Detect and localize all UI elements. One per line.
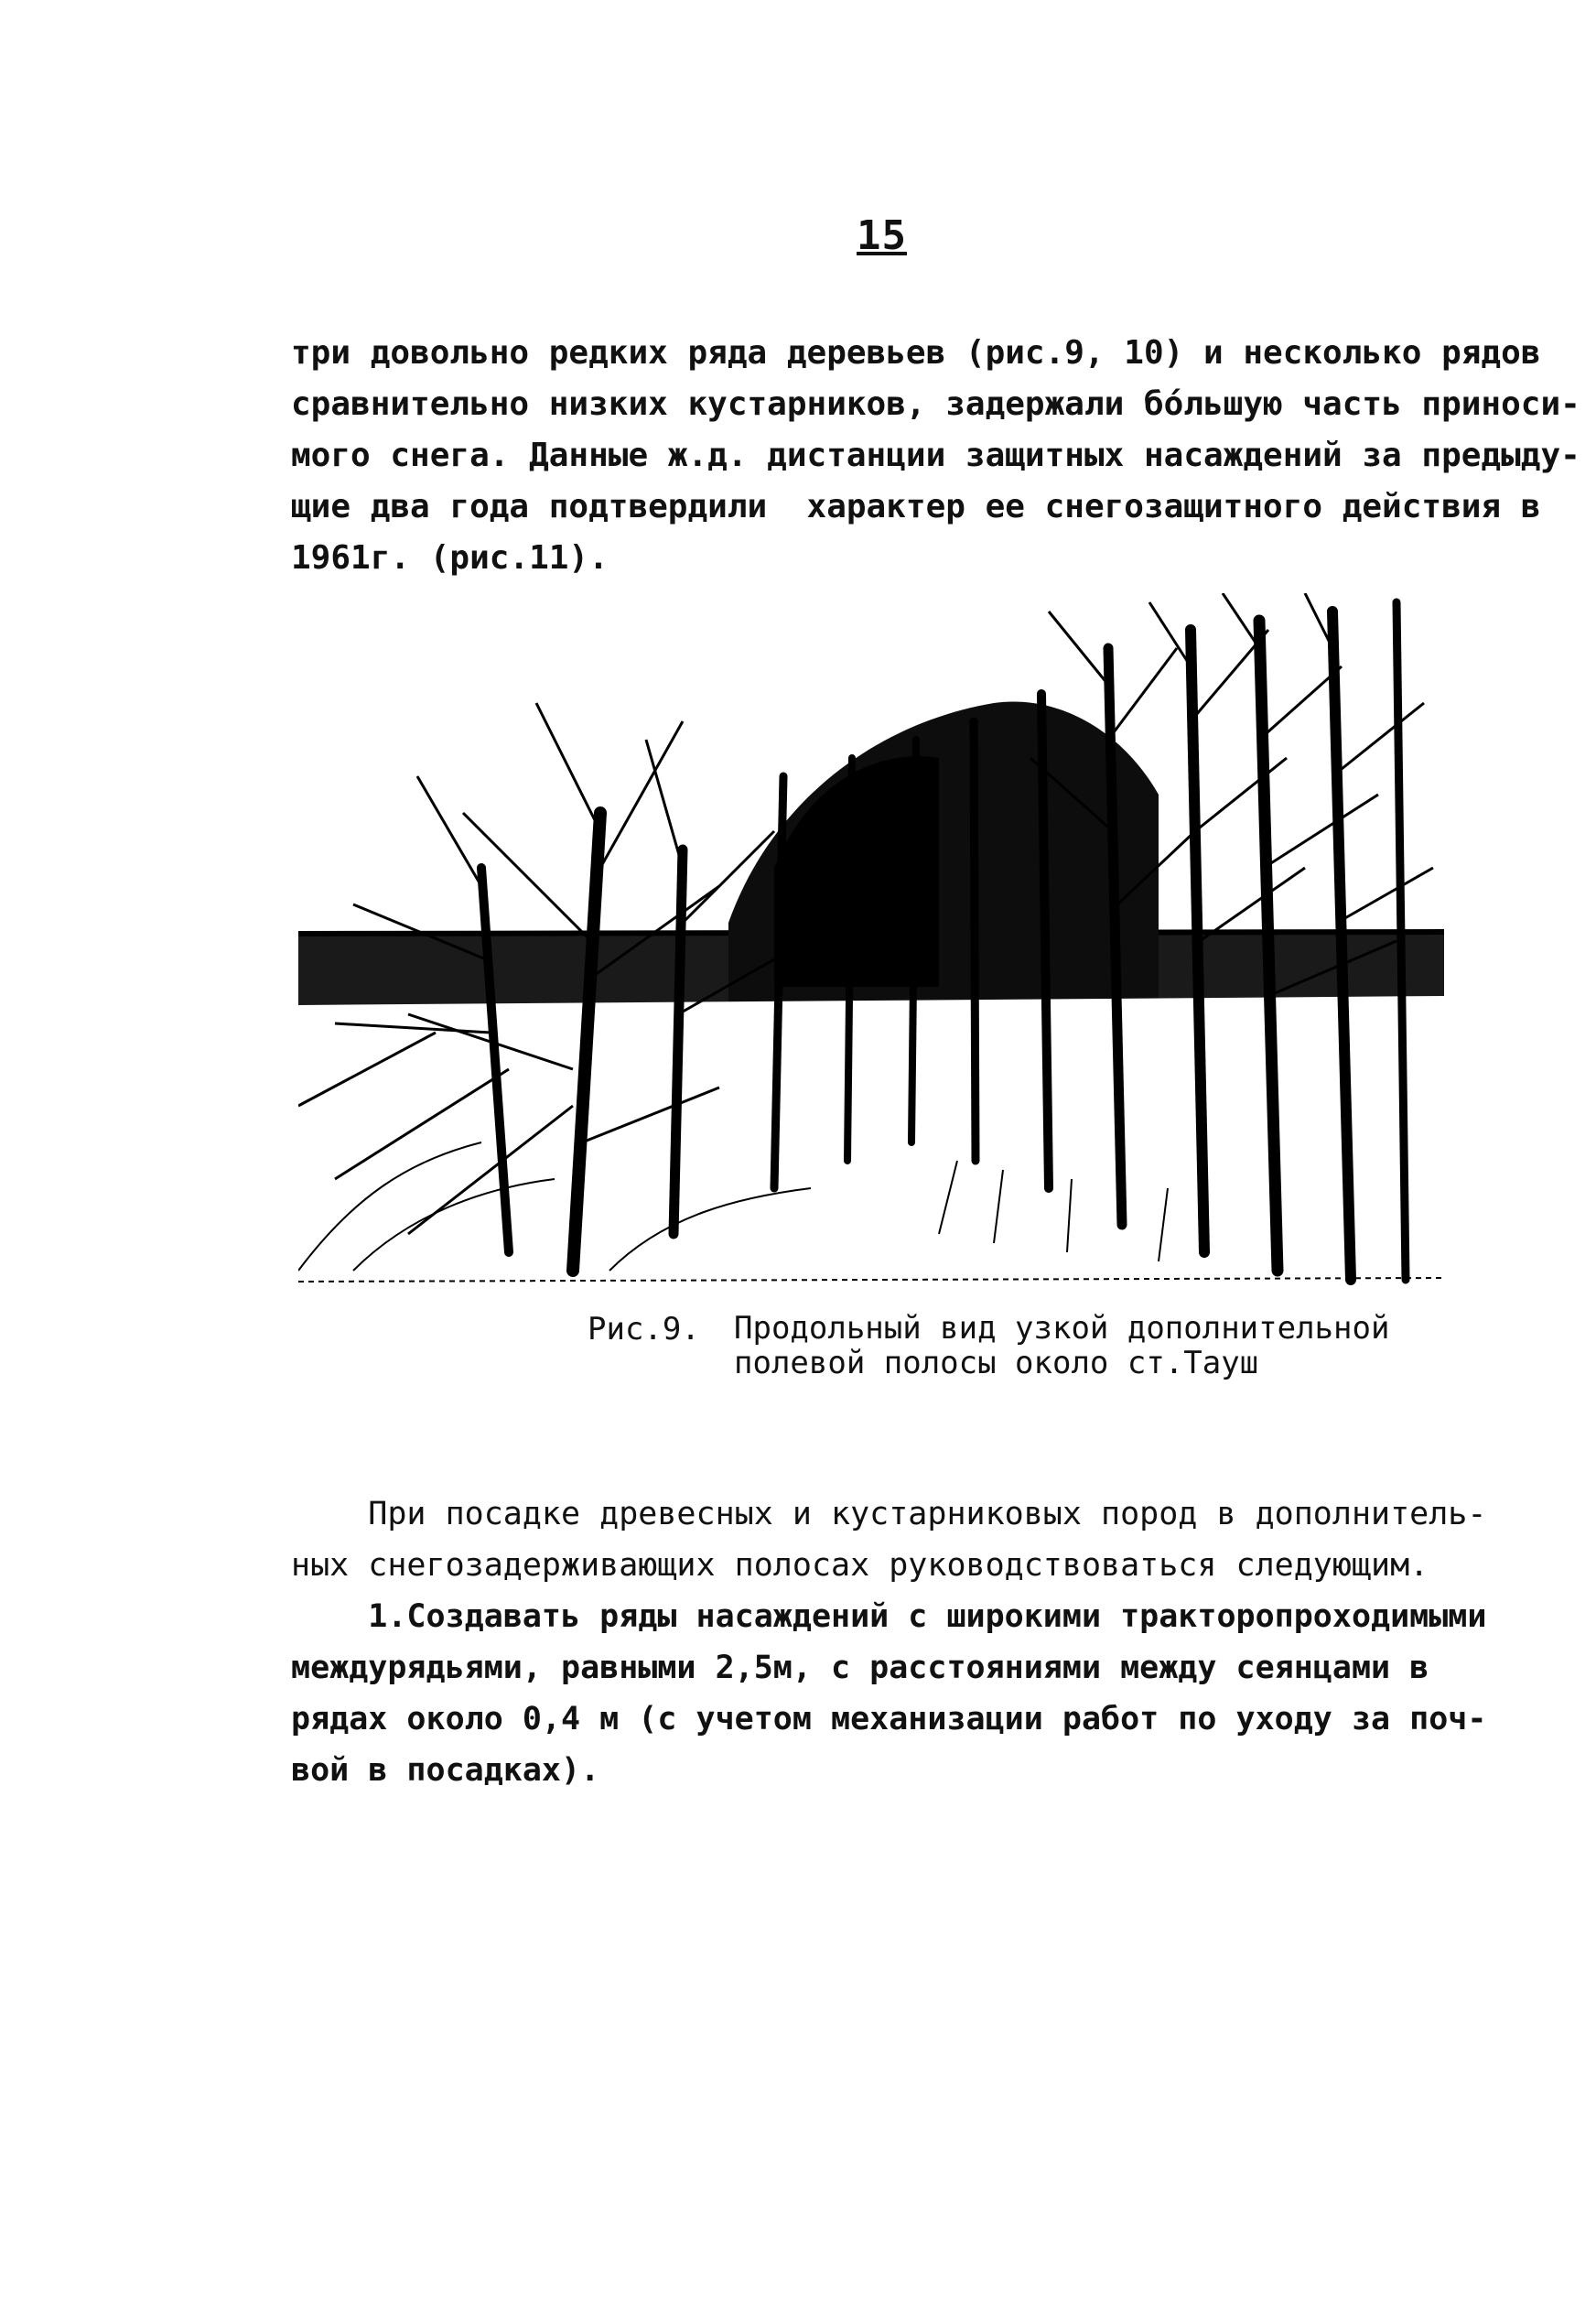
paragraph-3 [291, 1591, 1487, 1796]
paragraph-3-line-1: 1.Создавать ряды насаждений с широкими тракторопроходимыми [291, 1598, 1487, 1635]
paragraph-2-line-2: ных снегозадерживающих полосах руководствоваться следующим. [291, 1547, 1429, 1584]
figure-label: Рис.9. [588, 1311, 700, 1347]
figure-caption-line-2: полевой полосы около ст.Тауш [734, 1345, 1259, 1381]
paragraph-1 [291, 328, 1580, 584]
paragraph-1-line-5: 1961г. (рис.11). [291, 539, 609, 577]
paragraph-3-line-3: рядах около 0,4 м (с учетом механизации работ по уходу за поч- [291, 1701, 1487, 1737]
figure-caption-line-1: Продольный вид узкой дополнительной [734, 1310, 1390, 1347]
paragraph-2-line-1: При посадке древесных и кустарниковых пород в дополнитель- [291, 1496, 1487, 1532]
figure-caption [734, 1311, 1389, 1380]
paragraph-3-line-4: вой в посадках). [291, 1752, 600, 1789]
paragraph-1-line-3: мого снега. Данные ж.д. дистанции защитных насаждений за предыду- [291, 437, 1580, 474]
paragraph-2 [291, 1488, 1487, 1591]
paragraph-1-line-1: три довольно редких ряда деревьев (рис.9, 10) и несколько рядов [291, 334, 1541, 372]
paragraph-1-line-2: сравнительно низких кустарников, задержали бóльшую часть приноси- [291, 385, 1580, 423]
page-number: 15 [857, 212, 907, 259]
paragraph-1-line-4: щие два года подтвердили характер ее снегозащитного действия в [291, 488, 1541, 525]
winter-tree-belt-photo [298, 593, 1444, 1285]
paragraph-3-line-2: междурядьями, равными 2,5м, с расстояниями между сеянцами в [291, 1650, 1429, 1686]
